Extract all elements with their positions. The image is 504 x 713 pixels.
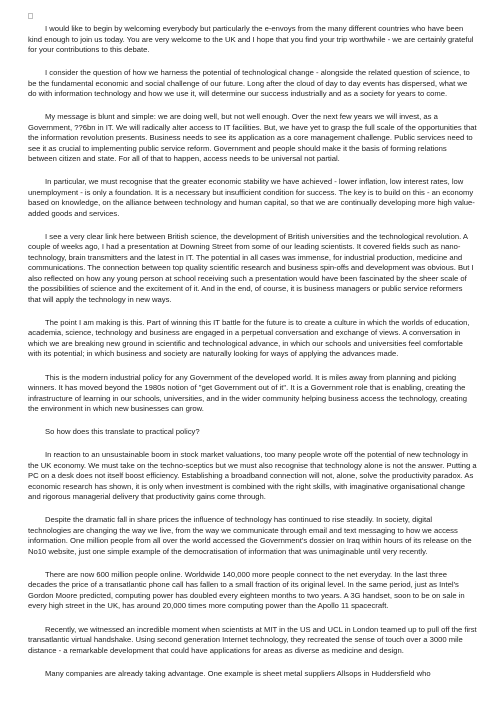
paragraph: There are now 600 million people online. Worldwide 140,000 more people connect to the net everyday. In the last three decades the price of a transatlantic phone call has fallen to a small fraction of its original level. In the same period, just as Intel's Gordon Moore predicted, computing power has doubled every eighteen months to two years. A 3G handset, soon to be on sale in every high street in the UK, has around 20,000 times more computing power than the Apollo 11 spacecraft. [28, 569, 465, 611]
paragraph: I would like to begin by welcoming everybody but particularly the e-envoys from the many different countries who have been kind enough to join us today. You are very welcome to the UK and I hope that you find your trip worthwhile - we are certainly grateful for your contributions to this debate. [28, 24, 474, 54]
paragraph: In particular, we must recognise that the greater economic stability we have achieved - lower inflation, low interest rates, low unemployment - is only a foundation. It is a necessary but insufficient condition for success. The key is to build on this - an economy based on knowledge, on the alliance between technology and human capital, so that we are continually developing more high value-added goods and services. [28, 177, 475, 218]
document-body [28, 24, 477, 692]
paragraph: I see a very clear link here between British science, the development of British universities and the technological revolution. A couple of weeks ago, I had a presentation at Downing Street from some of our leading scientists. It covered fields such as nano-technology, brain transmitters and the latest in IT. The potential in all cases was immense, for industrial production, medicine and communications. The connection between top quality scientific research and business spin-offs and development was obvious. But I also reflected on how any young person at school receiving such a presentation would have been fascinated by the sheer scale of the possibilities of science and the excitement of it. And in the end, of course, it is business managers or public service reformers that will apply the technology in new ways. [28, 231, 474, 304]
paragraph: So how does this translate to practical policy? [45, 427, 200, 437]
page-marker-icon [28, 13, 33, 19]
paragraph: My message is blunt and simple: we are doing well, but not well enough. Over the next few years we will invest, as a Government, ??6bn in IT. We will radically alter access to IT facilities. But, we have yet to grasp the full scale of the opportunities that the information revolution presents. Business needs to see its application as a core management challenge. Public services need to see it as crucial to implementing public service reform. Government and people should make it the basis of forming relations between citizen and state. For all of that to happen, access needs to be universal not partial. [28, 112, 477, 164]
paragraph: In reaction to an unsustainable boom in stock market valuations, too many people wrote off the potential of new technology in the UK economy. We must take on the techno-sceptics but we must also recognise that technology alone is not the answer. Putting a PC on a desk does not itself boost efficiency. Establishing a broadband connection will not, alone, solve the productivity paradox. As economic research has shown, it is only when investment is combined with the right skills, with imaginative organisational change and rigorous managerial delivery that productivity gains come through. [28, 450, 477, 502]
paragraph: The point I am making is this. Part of winning this IT battle for the future is to create a culture in which the worlds of education, academia, science, technology and business are engaged in a perpetual conversation and exchange of views. A conversation in which we are breaking new ground in scientific and technological advance, in which our schools and universities feel comfortable with its potential; in which business and society are naturally looking for ways of applying the advances made. [28, 317, 470, 359]
paragraph: Many companies are already taking advantage. One example is sheet metal suppliers Allsops in Huddersfield who [45, 668, 431, 678]
paragraph: This is the modern industrial policy for any Government of the developed world. It is miles away from planning and picking winners. It has moved beyond the 1980s notion of "get Government out of it". It is a Government role that is enabling, creating the infrastructure of learning in our schools, universities, and in the wider community helping business access the technology, creating the environment in which new businesses can grow. [28, 372, 468, 414]
paragraph: Despite the dramatic fall in share prices the influence of technology has continued to rise steadily. In society, digital technologies are changing the way we live, from the way we communicate through email and text messaging to how we access information. One million people from all over the world accessed the Government's dossier on Iraq within hours of its release on the No10 website, just one simple example of the democratisation of information that was unimaginable until very recently. [28, 515, 472, 556]
paragraph: Recently, we witnessed an incredible moment when scientists at MIT in the US and UCL in London teamed up to pull off the first transatlantic virtual handshake. Using second generation Internet technology, they recreated the sense of touch over a 3000 mile distance - a remarkable development that could have applications for areas as diverse as medicine and design. [28, 624, 477, 655]
paragraph: I consider the question of how we harness the potential of technological change - alongside the related question of science, to be the fundamental economic and social challenge of our future. Long after the cloud of day to day events has dispersed, what we do with information technology and how we use it, will determine our success industrially and as a society for years to come. [28, 68, 470, 99]
